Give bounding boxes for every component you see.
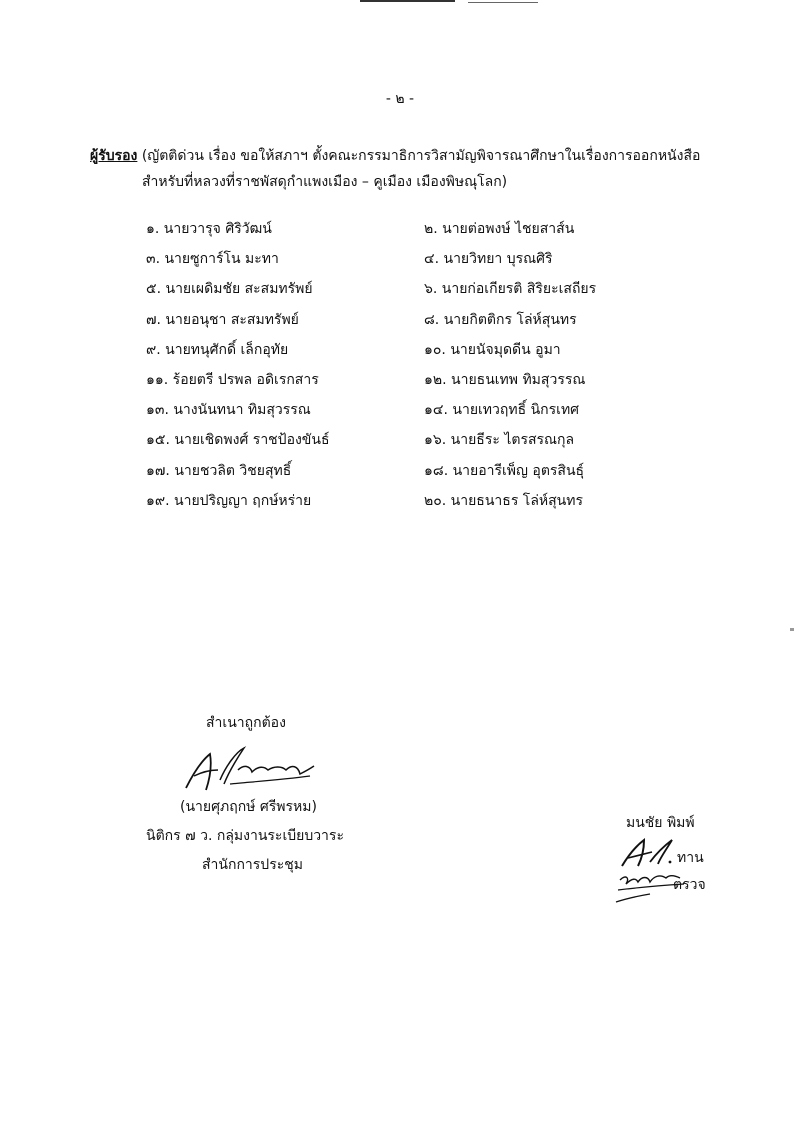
certifier-name: (นายศุภฤกษ์ ศรีพรหม): [180, 799, 317, 815]
endorser-name: ๙. นายทนุศักดิ์ เล็กอุทัย: [146, 341, 289, 358]
endorser-name: ๑๙. นายปริญญา ฤกษ์หร่าย: [146, 492, 312, 509]
endorser-name: ๑๗. นายชวลิต วิชยสุทธิ์: [146, 462, 292, 479]
sponsor-section: [90, 143, 770, 195]
endorser-name: ๑. นายวารุจ ศิริวัฒน์: [146, 221, 272, 237]
scan-mark: [790, 628, 794, 631]
certifier-office: สำนักการประชุม: [202, 857, 303, 873]
endorser-row: [0, 339, 800, 369]
endorser-row: [0, 278, 800, 308]
certified-copy-label: สำเนาถูกต้อง: [206, 715, 286, 731]
endorser-name: ๑๒. นายธนเทพ ทิมสุวรรณ: [424, 371, 586, 388]
top-edge-line: [468, 2, 538, 3]
endorser-name: ๑๐. นายนัจมุดดีน อูมา: [424, 341, 561, 358]
motion-title-line2: สำหรับที่หลวงที่ราชพัสดุกำแพงเมือง – คูเมือง เมืองพิษณุโลก): [142, 174, 508, 190]
typed-by: มนชัย พิมพ์: [626, 815, 695, 831]
checked-label: ตรวจ: [673, 877, 706, 893]
sponsor-label: ผู้รับรอง: [90, 148, 138, 164]
endorser-name: ๘. นายกิตติกร โล่ห์สุนทร: [424, 311, 577, 328]
endorser-row: [0, 399, 800, 429]
endorser-row: [0, 309, 800, 339]
endorser-row: [0, 490, 800, 520]
endorser-name: ๔. นายวิทยา บุรณศิริ: [424, 251, 553, 268]
endorser-name: ๗. นายอนุชา สะสมทรัพย์: [146, 311, 299, 328]
endorser-row: [0, 218, 800, 248]
top-edge-line: [360, 0, 455, 2]
endorser-row: [0, 369, 800, 399]
endorser-name: ๓. นายซูการ์โน มะทา: [146, 251, 279, 268]
handwritten-signature: [180, 736, 320, 798]
endorser-row: [0, 460, 800, 490]
endorser-row: [0, 248, 800, 278]
endorser-name: ๑๕. นายเชิดพงศ์ ราชป้องขันธ์: [146, 432, 330, 449]
endorser-row: [0, 429, 800, 459]
endorser-name: ๑๓. นางนันทนา ทิมสุวรรณ: [146, 402, 311, 419]
endorser-name: ๒. นายต่อพงษ์ ไชยสาส์น: [424, 221, 575, 237]
page-number: - ๒ -: [385, 91, 415, 107]
endorser-name: ๑๑. ร้อยตรี ปรพล อดิเรกสาร: [146, 371, 319, 388]
motion-title-line1: (ญัตติด่วน เรื่อง ขอให้สภาฯ ตั้งคณะกรรมาธิการวิสามัญพิจารณาศึกษาในเรื่องการออกหนังสือ: [141, 148, 701, 164]
endorser-list: [0, 218, 800, 520]
endorser-name: ๑๔. นายเทวฤทธิ์ นิกรเทศ: [424, 402, 580, 419]
endorser-name: ๖. นายก่อเกียรติ สิริยะเสถียร: [424, 281, 597, 298]
certifier-position: นิติกร ๗ ว. กลุ่มงานระเบียบวาระ: [146, 828, 344, 844]
endorser-name: ๕. นายเผดิมชัย สะสมทรัพย์: [146, 281, 313, 298]
endorser-name: ๑๘. นายอารีเพ็ญ อุตรสินธุ์: [424, 462, 585, 479]
endorser-name: ๒๐. นายธนาธร โล่ห์สุนทร: [424, 492, 583, 509]
endorser-name: ๑๖. นายธีระ ไตรสรณกุล: [424, 432, 575, 449]
proofread-label: ทาน: [677, 850, 704, 866]
